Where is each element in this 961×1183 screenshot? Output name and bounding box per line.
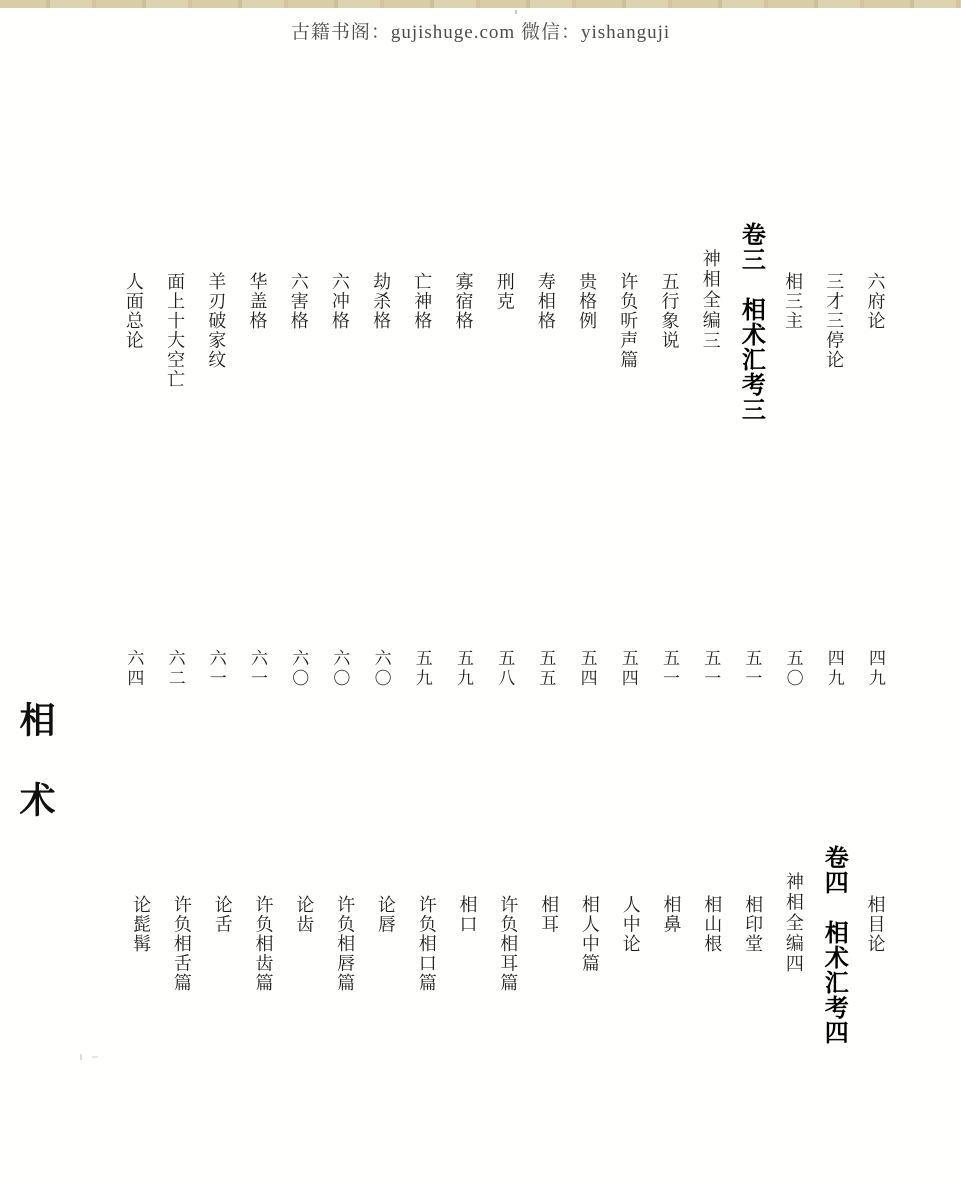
toc-entry-title: 许负相唇篇 [335,895,356,993]
toc-entry-title: 六冲格 [329,272,350,331]
toc-entry-title: 论齿 [294,895,315,934]
toc-page-number: 六一 [248,649,267,689]
toc-entry-title: 人中论 [620,895,641,954]
toc-entry-title: 相目论 [865,895,886,954]
toc-entry-title: 亡神格 [412,272,433,331]
toc-entry-title: 寡宿格 [453,272,474,331]
toc-entry-title: 相口 [457,895,478,934]
toc-page-number: 五一 [701,649,721,689]
toc-entry-title: 神相全编三 [700,249,721,352]
toc-page-number: 六四 [124,649,144,689]
toc-entry-title: 面上十大空亡 [165,272,186,389]
toc-page-number: 五一 [742,649,762,689]
watermark-banner: 古籍书阁：gujishuge.com 微信：yishanguji [290,22,671,43]
toc-entry-title: 华盖格 [247,272,268,331]
toc-entry-title: 五行象说 [659,272,680,350]
toc-entry-title: 相人中篇 [579,895,600,973]
toc-entry-title: 许负相齿篇 [253,895,274,993]
toc-entry-title: 寿相格 [535,272,556,331]
toc-entry-title: 三才三停论 [824,272,845,370]
toc-entry-title: 羊刃破家纹 [206,272,227,370]
toc-page-number: 六〇 [289,649,309,689]
toc-page-number: 五八 [495,649,515,689]
toc-entry-title: 许负相耳篇 [498,895,519,993]
toc-entry-title: 六害格 [288,272,309,331]
toc-entry-title: 劫杀格 [371,272,392,331]
toc-page-number: 六一 [206,649,226,689]
toc-entry-title: 许负相口篇 [416,895,437,993]
toc-entry-title: 相山根 [702,895,723,954]
book-spine-title: 相术 [14,701,55,861]
toc-page-number: 四九 [866,649,885,689]
toc-entry-title: 贵格例 [577,272,598,331]
toc-page-number: 四九 [824,649,844,689]
toc-volume-heading: 卷三 相术汇考三 [737,222,766,422]
toc-page-number: 六二 [165,649,185,689]
toc-entry-title: 相鼻 [661,895,682,934]
scan-speck [80,1054,82,1060]
toc-entry-title: 人面总论 [123,272,144,350]
toc-entry-title: 论舌 [212,895,233,934]
toc-entry-title: 相耳 [539,895,560,934]
scan-speck [92,1056,98,1058]
scan-speck [515,10,517,14]
toc-entry-title: 论唇 [375,895,396,934]
toc-page-number: 五四 [618,649,638,689]
toc-page-number: 六〇 [371,649,391,689]
toc-entry-title: 刑克 [494,272,515,311]
toc-entry-title: 论髭髯 [131,895,152,954]
toc-page-number: 五一 [660,649,679,689]
toc-page-number: 五九 [454,649,473,689]
toc-page-number: 六〇 [330,649,350,689]
toc-entry-title: 六府论 [865,272,886,331]
toc-entry-title: 许负听声篇 [618,272,639,370]
toc-entry-title: 神相全编四 [783,872,804,975]
toc-entry-title: 许负相舌篇 [171,895,192,993]
toc-volume-heading: 卷四 相术汇考四 [820,845,849,1045]
toc-page-number: 五四 [577,649,597,689]
toc-entry-title: 相三主 [783,272,804,331]
toc-entry-title: 相印堂 [743,895,764,954]
toc-page-number: 五〇 [783,649,803,689]
toc-page-number: 五九 [412,649,432,689]
toc-page-number: 五五 [536,649,556,689]
